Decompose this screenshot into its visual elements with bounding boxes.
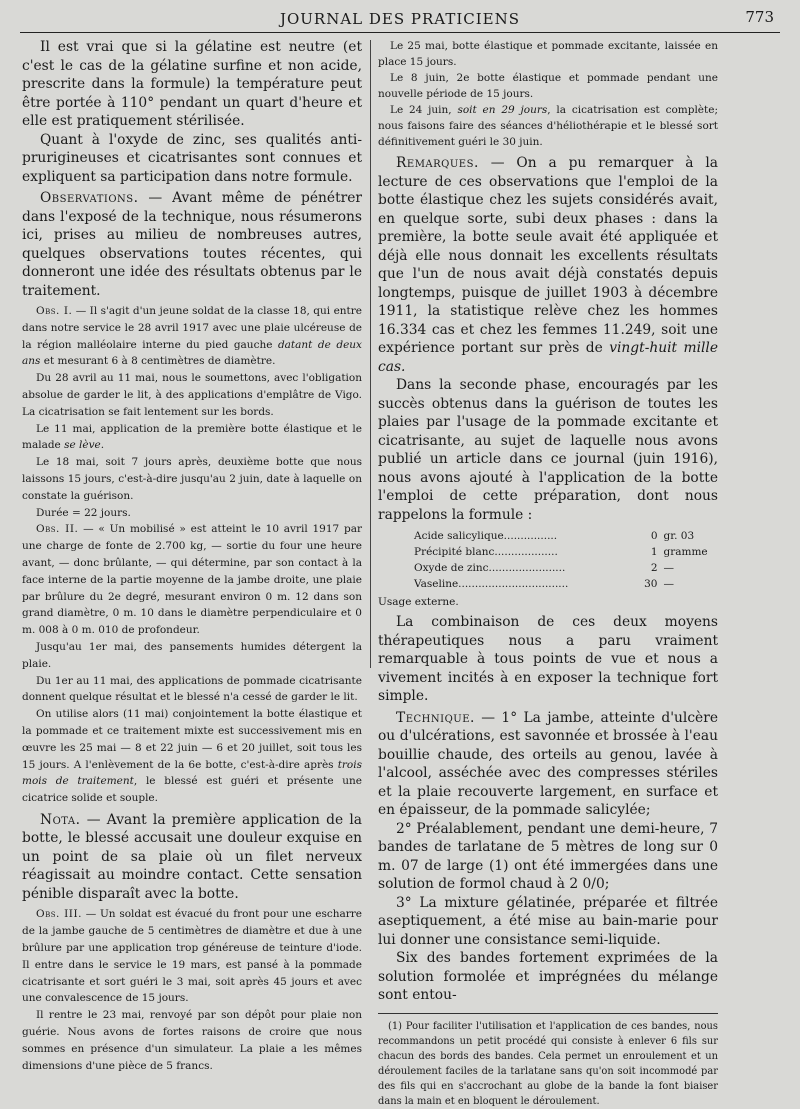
paragraph-six-bandes: Six des bandes fortement exprimées de la solution formolée et imprégnées du mélange sont entou- [378,950,718,1003]
obs3-continuation: Le 25 mai, botte élastique et pommade excitante, laissée en place 15 jours. [378,40,718,68]
right-column [378,38,718,1109]
observations-heading: Observations. [40,190,139,206]
footnote-rule [378,1013,718,1014]
formula-table [414,528,718,592]
obs1-paragraph: Le 18 mai, soit 7 jours après, deuxième botte que nous laissons 15 jours, c'est-à-dire jusqu'au 2 juin, date à laquelle on constate la guérison. [22,456,362,502]
paragraph-step-3: 3° La mixture gélatinée, préparée et filtrée aseptiquement, a été mise au bain-marie pour lui donner une consistance semi-liquide. [378,894,718,948]
formula-row: Acide salicylique................ 0 gr. 03 [414,530,695,542]
obs2-label: Obs. II. [36,523,79,536]
formula-row: Précipité blanc................... 1 gramme [414,546,708,558]
paragraph-nota: Nota. — Avant la première application de la botte, le blessé accusait une douleur exquise en un point de sa plaie où un filet nerveux réagissait au moindre contact. Cette sensation pénible disparaît avec la botte. [22,811,362,902]
obs3-paragraph: Il rentre le 23 mai, renvoyé par son dépôt pour plaie non guérie. Nous avons de fortes raisons de croire que nous sommes en présence d'un simulateur. La plaie a les mêmes dimensions d'une pièce de 5 francs. [22,1009,362,1072]
page-header [20,6,780,33]
formula-row: Vaseline................................. 30 — [414,578,674,590]
paragraph-remarques: Remarques. — On a pu remarquer à la lecture de ces observations que l'emploi de la botte élastique chez les sujets considérés avait, en quelque sorte, subi deux phases : dans la première, la botte seule avait été appliquée et déjà elle nous donnait les excellents résultats que l'un de nous avait déjà constatés depuis longtemps, puisque de juillet 1903 à décembre 1911, la statistique relève chez les hommes 16.334 cas et chez les femmes 11.249, soit une expérience portant sur près de vingt-huit mille cas. [378,155,718,375]
paragraph-oxyde-zinc: Quant à l'oxyde de zinc, ses qualités anti-prurigineuses et cicatrisantes sont connues et expliquent sa participation dans notre formule. [22,131,362,185]
obs1-duration: Durée = 22 jours. [36,506,131,519]
paragraph-step-2: 2° Préalablement, pendant une demi-heure, 7 bandes de tarlatane de 5 mètres de long sur 0 m. 07 de large (1) ont été immergées dans une solution de formol chaud à 2 0/0; [378,820,718,892]
paragraph-technique: Technique. — 1° La jambe, atteinte d'ulcère ou d'ulcérations, est savonnée et brossée à l'eau bouillie chaude, des orteils au genou, lavée à l'alcool, asséchée avec des compresses stériles et la plaie recouverte largement, en surface et en épaisseur, de la pommade salicylée; [378,709,718,818]
formula-row: Oxyde de zinc....................... 2 — [414,562,674,574]
obs1-label: Obs. I. [36,305,73,317]
obs2-paragraph: Jusqu'au 1er mai, des pansements humides détergent la plaie. [22,640,362,670]
obs3-continuation: Le 8 juin, 2e botte élastique et pommade pendant une nouvelle période de 15 jours. [378,72,718,100]
nota-label: Nota. [40,811,81,828]
remarques-heading: Remarques. [396,155,479,171]
paragraph-observations: Observations. — Avant même de pénétrer dans l'exposé de la technique, nous résumerons ici, prises au milieu de nombreuses autres, quelques observations toutes récentes, qui donneront une idée des résultats obtenus par le traitement. [22,190,362,299]
observation-1: Obs. I. — Il s'agit d'un jeune soldat de la classe 18, qui entre dans notre service le 28 avril 1917 avec une plaie ulcéreuse de la région malléolaire interne du pied gauche datant de deux ans et mesurant 6 à 8 centimètres de diamètre. [22,305,362,368]
obs1-paragraph: Le 11 mai, application de la première botte élastique et le malade se lève. [22,422,362,452]
page-number: 773 [745,8,774,26]
paragraph-gelatine: Il est vrai que si la gélatine est neutre (et c'est le cas de la gélatine surfine et non acide, prescrite dans la formule) la température peut être portée à 110° pendant un quart d'heure et elle est pratiquement stérilisée. [22,39,362,129]
paragraph-seconde-phase: Dans la seconde phase, encouragés par les succès obtenus dans la guérison de toutes les plaies par l'usage de la pommade excitante et cicatrisante, au sujet de laquelle nous avons publié un article dans ce journal (juin 1916), nous avons ajouté à l'application de la botte l'emploi de cette préparation, dont nous rappelons la formule : [378,377,718,523]
journal-title: JOURNAL DES PRATICIENS [279,10,521,28]
left-column [22,38,362,1074]
obs2-paragraph: Du 1er au 11 mai, des applications de pommade cicatrisante donnent quelque résultat et le blessé n'a cessé de garder le lit. [22,674,362,704]
obs2-paragraph: On utilise alors (11 mai) conjointement la botte élastique et la pommade et ce traitement mixte est successivement mis en œuvre les 25 mai — 8 et 22 juin — 6 et 20 juillet, soit tous les 15 jours. A l'enlèvement de la 6e botte, c'est-à-dire après trois mois de traitement, le blessé est guéri et présente une cicatrice solide et souple. [22,708,363,805]
observation-2: Obs. II. — « Un mobilisé » est atteint le 10 avril 1917 par une charge de fonte de 2.700 kg, — sortie du four une heure avant, — donc brûlante, — qui détermine, par son contact à la face interne de la partie moyenne de la jambe droite, une plaie par brûlure du 2e degré, mesurant environ 0 m. 12 dans son grand diamètre, 0 m. 10 dans le diamètre perpendiculaire et 0 m. 008 à 0 m. 010 de profondeur. [22,523,362,637]
paragraph-combinaison: La combinaison de ces deux moyens thérapeutiques nous a paru vraiment remarquable à tous points de vue et nous a vivement incités à en exposer la technique fort simple. [378,614,718,704]
usage-externe: Usage externe. [378,596,459,608]
technique-heading: Technique. [396,709,475,726]
footnote: (1) Pour faciliter l'utilisation et l'application de ces bandes, nous recommandons un petit procédé qui consiste à enlever 6 fils sur chacun des bords des bandes. Cela permet un enroulement et un déroulement faciles de la tarlatane sans qu'on soit incommodé par des fils qui en s'accrochant au globe de la bande la font biaiser dans la main et en bloquent le déroulement. [378,1020,718,1107]
obs1-paragraph: Du 28 avril au 11 mai, nous le soumettons, avec l'obligation absolue de garder le lit, à des applications d'emplâtre de Vigo. La cicatrisation se fait lentement sur les bords. [22,372,362,418]
obs3-label: Obs. III. [36,908,82,921]
obs3-continuation: Le 24 juin, soit en 29 jours, la cicatrisation est complète; nous faisons faire des séances d'héliothérapie et le blessé sort définitivement guéri le 30 juin. [378,104,718,148]
column-divider [370,40,371,668]
observation-3: Obs. III. — Un soldat est évacué du front pour une escharre de la jambe gauche de 5 centimètres de diamètre et due à une brûlure par une application trop généreuse de teinture d'iode. Il entre dans le service le 19 mars, est pansé à la pommade cicatrisante et sort guéri le 3 mai, soit après 45 jours et avec une convalescence de 15 jours. [22,908,362,1005]
